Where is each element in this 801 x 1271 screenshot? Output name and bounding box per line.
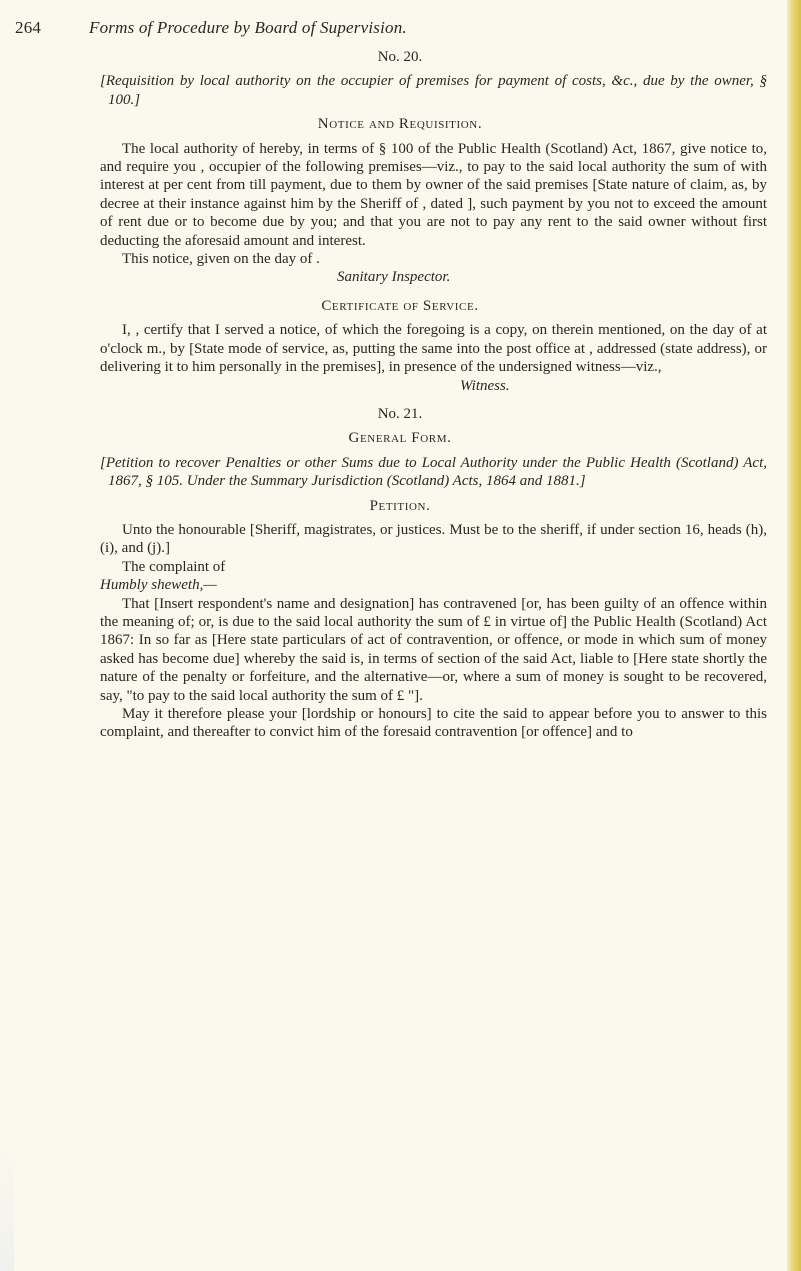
form-20-body: The local authority of hereby, in terms of § 100 of the Public Health (Scotland) Act, 1867, give notice to, and require you , occupier of the following premises—viz., to pay to the said local authority the sum of with interest at per cent from till payment, due to them by owner of the said premises [State nature of claim, as, by decree at their instance against him by the Sheriff of , dated ], such payment by you not to exceed the amount of rent due or to become due by you; and that you are not to pay any rent to the said owner without first deducting the aforesaid amount and interest. (100, 140, 767, 249)
petition-address: Unto the honourable [Sheriff, magistrates, or justices. Must be to the sheriff, if under section 16, heads (h), (i), and (j).] (100, 521, 767, 557)
petition-heading: Petition. (369, 497, 431, 514)
form-20-number: No. 20. (377, 49, 423, 65)
petition-prayer: May it therefore please your [lordship or honours] to cite the said to appear before you to answer to this complaint, and thereafter to convict him of the foresaid contravention [or offence] and to (100, 706, 767, 741)
page-edge-shadow (787, 0, 801, 1271)
petition-humbly: Humbly sheweth,— (100, 577, 217, 594)
certificate-heading: Certificate of Service. (321, 297, 479, 314)
petition-complaint: The complaint of (122, 558, 226, 575)
form-20-subtitle: [Requisition by local authority on the occupier of premises for payment of costs, &c., due by the owner, § 100.] (100, 73, 767, 108)
running-title: Forms of Procedure by Board of Supervision. (89, 18, 407, 37)
form-21-subtitle: [Petition to recover Penalties or other Sums due to Local Authority under the Public Health (Scotland) Act, 1867, § 105. Under the Summary Jurisdiction (Scotland) Acts, 1864 and 1881.] (100, 454, 767, 490)
form-20-notice-line: This notice, given on the day of . (122, 251, 320, 268)
page-body (15, 48, 785, 742)
page-number: 264 (15, 18, 42, 37)
petition-that-paragraph: That [Insert respondent's name and designation] has contravened [or, has been guilty of an offence within the meaning of; or, is due to the said local authority the sum of £ in virtue of] the Public Health (Scotland) Act 1867: In so far as [Here state particulars of act of contravention, or offence, or mode in which sum of money asked has become due] whereby the said is, in terms of section of the said Act, liable to [Here state shortly the nature of the penalty or forfeiture, and the alternative—or, where a sum of money is sought to be recovered, say, "to pay to the said local authority the sum of £ "]. (100, 595, 767, 704)
running-header (15, 18, 655, 42)
page-corner-fade (0, 1150, 14, 1271)
form-21-heading: General Form. (348, 430, 452, 447)
certificate-body: I, , certify that I served a notice, of which the foregoing is a copy, on therein mentioned, on the day of at o'clock m., by [State mode of service, as, putting the same into the post office at , addressed (state address), or delivering it to him personally in the premises], in presence of the undersigned witness—viz., (100, 322, 767, 376)
form-21-number: No. 21. (377, 405, 423, 422)
form-20-heading: Notice and Requisition. (317, 116, 483, 133)
form-20-signature: Sanitary Inspector. (337, 269, 451, 286)
certificate-witness: Witness. (460, 377, 510, 394)
